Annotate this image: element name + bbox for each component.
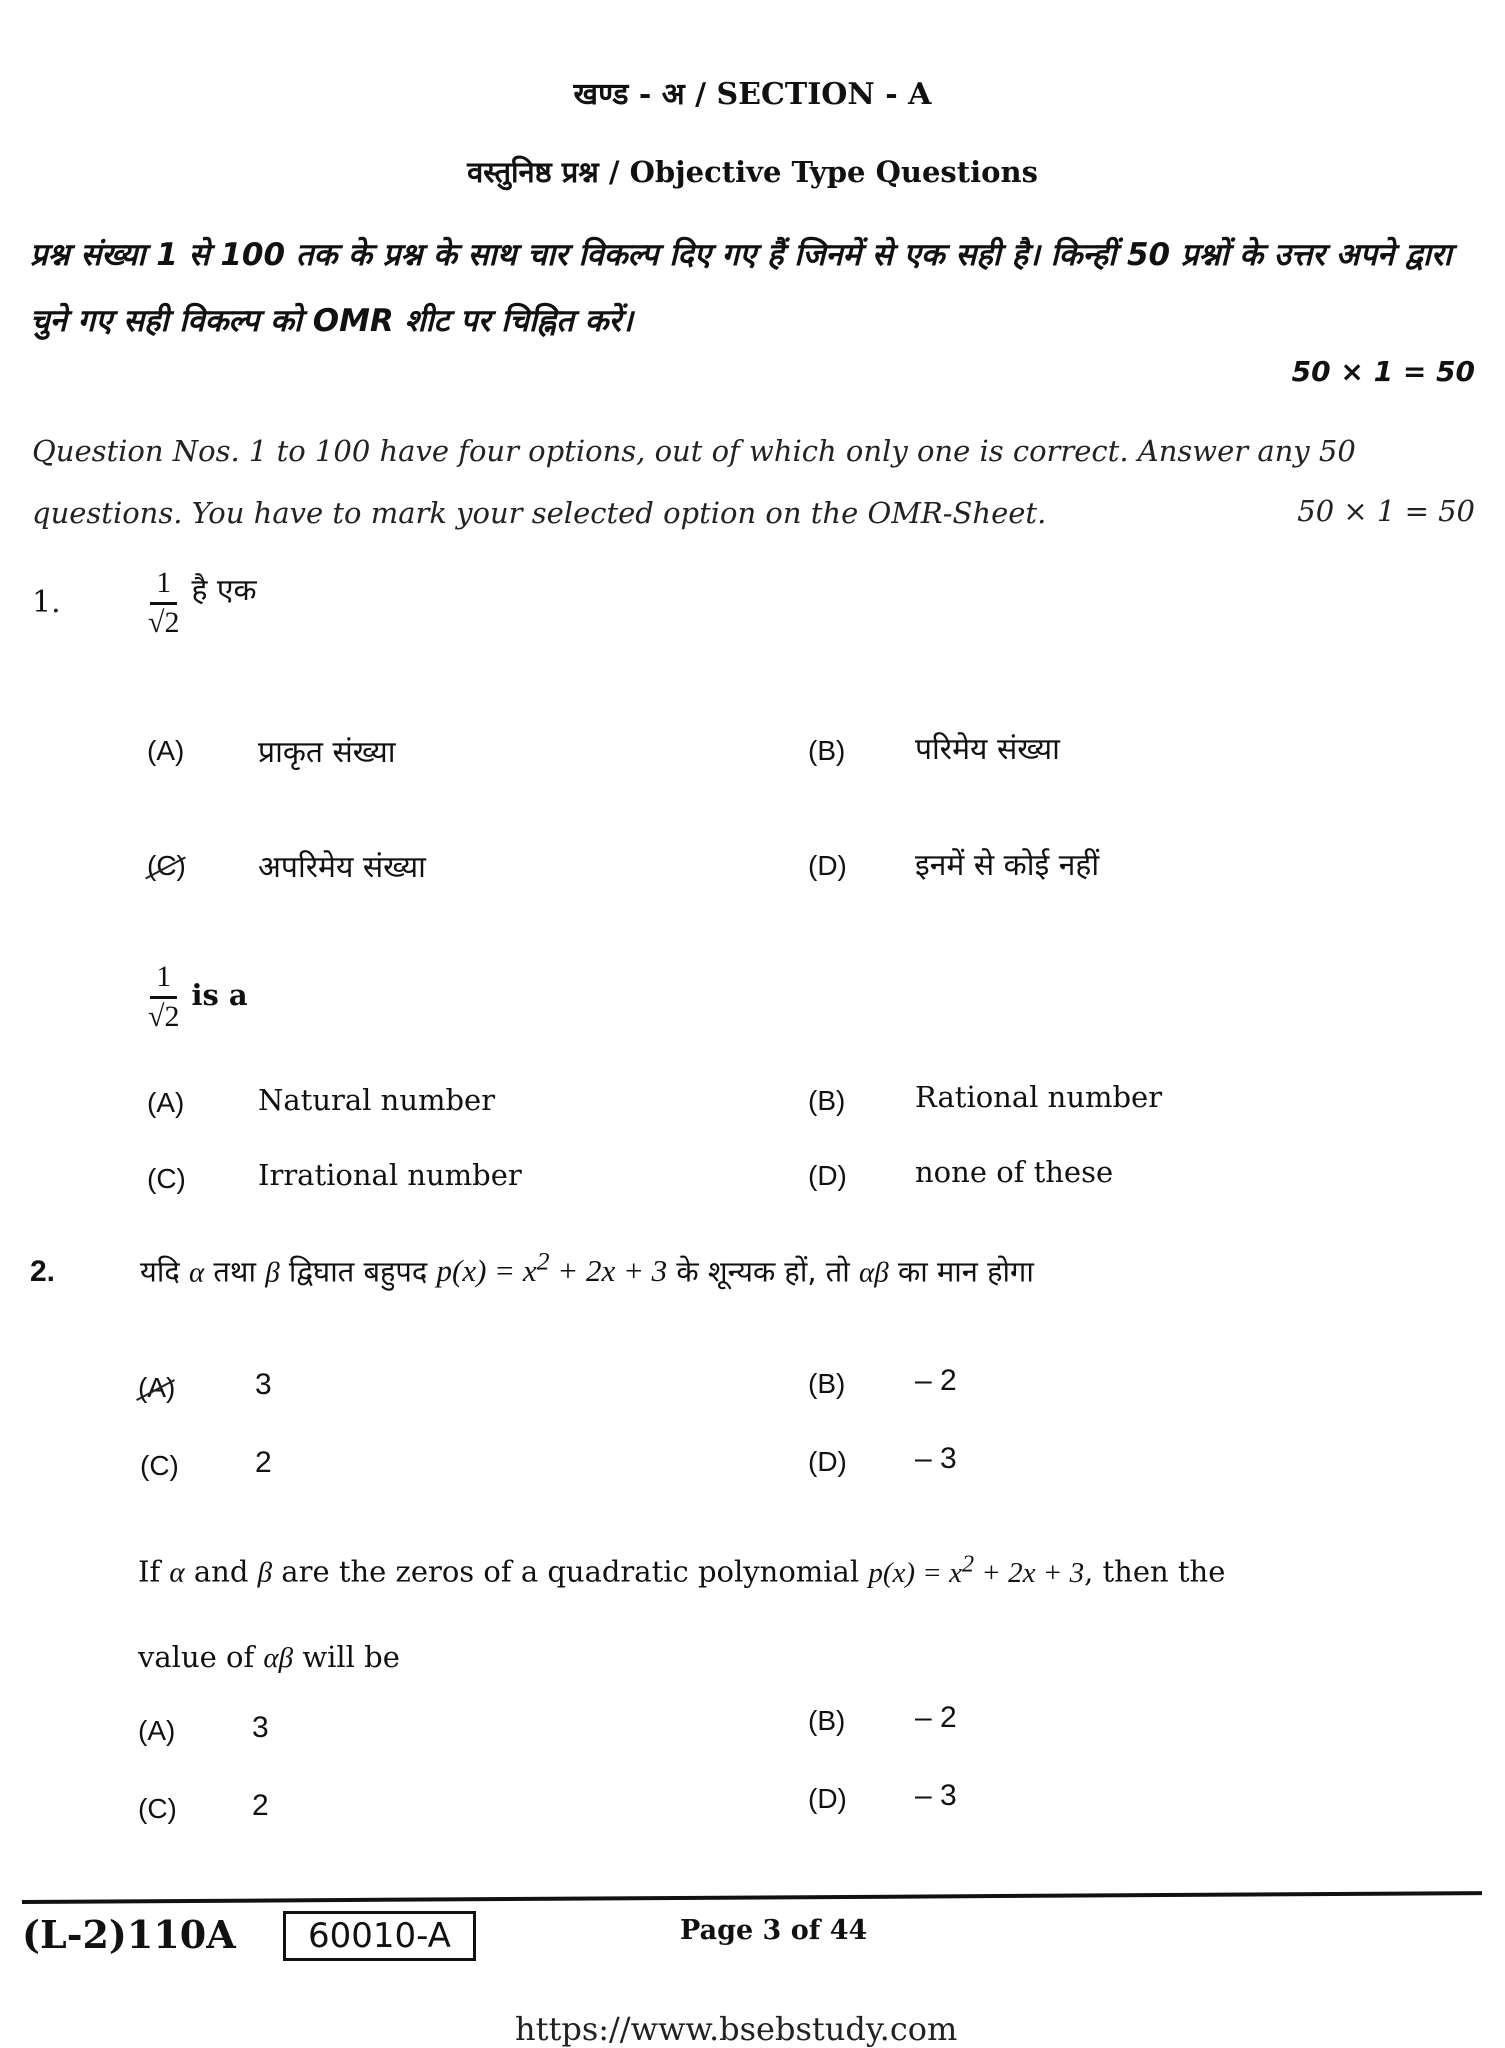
section-subtitle: वस्तुनिष्ठ प्रश्न / Objective Type Questions (467, 155, 1038, 189)
instructions-english: Question Nos. 1 to 100 have four options, out of which only one is correct. Answer any 50 questions. You have to mark your selected option on the OMR-Sheet. (32, 434, 1356, 530)
question-1-stem-hindi (148, 568, 257, 638)
marks-hindi: 50 × 1 = 50 (1291, 355, 1475, 388)
option-text: 3 (252, 1711, 269, 1744)
paper-code: (L-2)110A (22, 1912, 236, 1957)
stem-text: If (138, 1554, 161, 1589)
question-number: 1. (32, 585, 61, 620)
alpha-symbol: α (169, 1556, 185, 1589)
option-text: 2 (255, 1446, 272, 1479)
option-text: – 2 (915, 1701, 957, 1734)
stem-text: का मान होगा (897, 1254, 1034, 1289)
stem-text: and (193, 1554, 249, 1589)
stem-text: है एक (191, 572, 257, 608)
stem-text: , then the (1084, 1554, 1226, 1589)
option-text: इनमें से कोई नहीं (915, 848, 1100, 883)
question-2-stem-hindi (140, 1247, 1034, 1290)
option-label: (A) (138, 1715, 176, 1746)
beta-symbol: β (265, 1256, 280, 1289)
option-text: प्राकृत संख्या (258, 735, 396, 770)
option-text: Irrational number (258, 1158, 522, 1192)
poly-exponent: 2 (536, 1247, 550, 1276)
marks-english: 50 × 1 = 50 (1297, 494, 1475, 528)
page-number: Page 3 of 44 (680, 1915, 868, 1946)
option-label-marked (138, 1372, 175, 1404)
stem-text: द्विघात बहुपद (288, 1254, 428, 1289)
poly-rest: + 2x + 3 (549, 1253, 668, 1289)
question-2-stem-english (138, 1522, 1483, 1700)
option-label: (B) (808, 1705, 846, 1736)
option-label: (D) (808, 850, 847, 881)
option-text: परिमेय संख्या (915, 732, 1060, 767)
option-text: अपरिमेय संख्या (258, 850, 426, 885)
option-text: – 2 (915, 1364, 957, 1397)
option-text: Natural number (258, 1083, 496, 1117)
option-label: (B) (808, 1085, 846, 1116)
stem-text: will be (302, 1639, 400, 1674)
fraction-denominator: √2 (148, 1000, 180, 1033)
option-text: 3 (255, 1368, 272, 1401)
option-text: Rational number (915, 1080, 1163, 1114)
alpha-beta-symbol: αβ (859, 1256, 889, 1289)
option-text: – 3 (915, 1442, 957, 1475)
option-text: none of these (915, 1155, 1114, 1189)
beta-symbol: β (257, 1556, 273, 1589)
handwritten-mark: (C) (147, 850, 186, 881)
instructions-hindi: प्रश्न संख्या 1 से 100 तक के प्रश्न के साथ चार विकल्प दिए गए हैं जिनमें से एक सही है। किन्हीं 50 प्रश्नों के उत्तर अपने द्वारा चुने गए सही विकल्प को OMR शीट पर चिह्नित करें। (30, 237, 1452, 339)
stem-text: are the zeros of a quadratic polynomial (281, 1554, 860, 1589)
poly-exponent: 2 (961, 1550, 975, 1577)
question-number: 2. (30, 1255, 56, 1288)
option-label: (B) (808, 735, 846, 766)
fraction (148, 962, 179, 1032)
option-label-marked (147, 850, 186, 882)
set-code-box: 60010-A (283, 1911, 476, 1961)
option-text: – 3 (915, 1779, 957, 1812)
option-label: (C) (138, 1793, 177, 1824)
polynomial (868, 1550, 1085, 1589)
stem-text: तथा (213, 1254, 256, 1289)
footer-divider (22, 1891, 1482, 1904)
option-label: (A) (147, 1087, 185, 1118)
polynomial (436, 1247, 668, 1289)
option-label: (C) (147, 1163, 186, 1194)
fraction-denominator: √2 (148, 606, 180, 639)
poly-base: p(x) = x (868, 1556, 962, 1589)
alpha-beta-symbol: αβ (263, 1641, 294, 1674)
option-label: (A) (147, 735, 185, 766)
option-label: (C) (140, 1450, 179, 1481)
stem-text: के शून्यक हों, तो (676, 1254, 850, 1289)
source-url[interactable]: https://www.bsebstudy.com (515, 2010, 958, 2048)
poly-base: p(x) = x (436, 1253, 537, 1289)
option-label: (D) (808, 1160, 847, 1191)
alpha-symbol: α (188, 1256, 205, 1289)
stem-text: value of (138, 1639, 255, 1674)
option-label: (D) (808, 1783, 847, 1814)
option-text: 2 (252, 1789, 269, 1822)
option-label: (D) (808, 1446, 847, 1477)
stem-text: यदि (140, 1254, 180, 1289)
poly-rest: + 2x + 3 (974, 1556, 1085, 1589)
option-label: (B) (808, 1368, 846, 1399)
question-1-stem-english (148, 962, 248, 1032)
fraction-numerator: 1 (150, 568, 177, 605)
section-title: खण्ड - अ / SECTION - A (573, 77, 932, 112)
fraction (148, 568, 179, 638)
stem-text: is a (191, 978, 248, 1012)
fraction-numerator: 1 (150, 962, 177, 999)
handwritten-mark: (A) (138, 1372, 176, 1403)
